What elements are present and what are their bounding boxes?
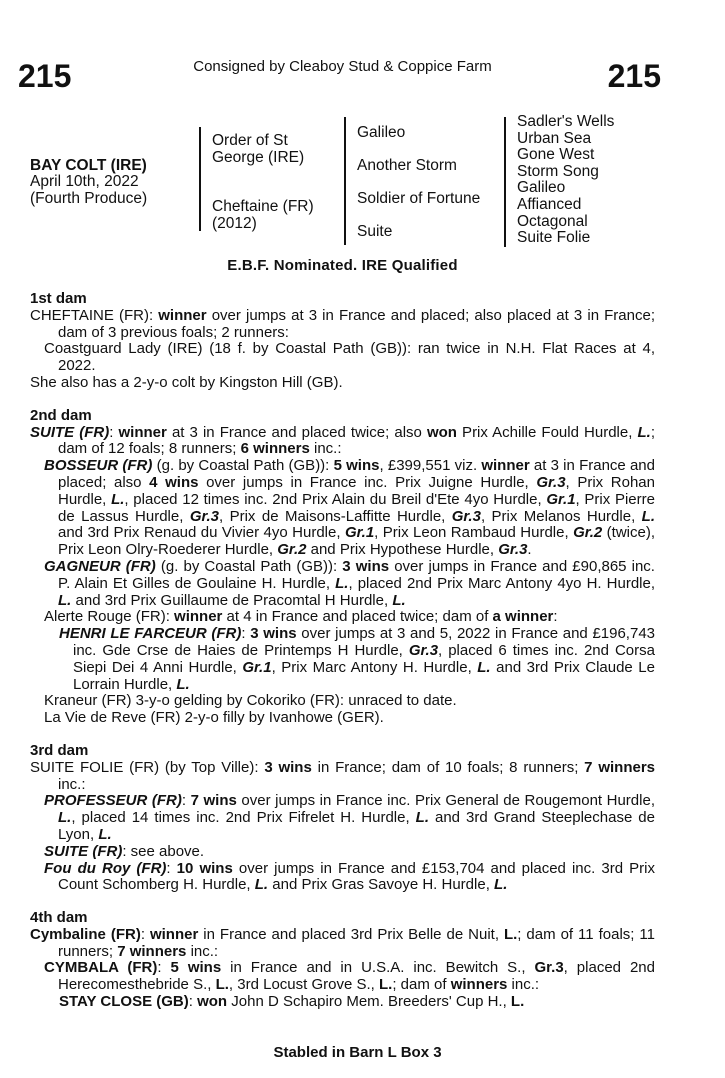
pedigree-gen4-item: Suite Folie xyxy=(517,229,591,247)
pedigree-line-3 xyxy=(504,117,506,247)
catalogue-body xyxy=(30,291,655,1011)
pedigree-dam-dam: Suite xyxy=(357,223,393,240)
pedigree-gen4 xyxy=(517,114,614,247)
pedigree-line-1 xyxy=(199,127,201,231)
horse-name: BAY COLT (IRE) xyxy=(30,157,147,174)
lot-number-left: 215 xyxy=(18,58,72,94)
dam-entry-cheftaine: CHEFTAINE (FR): winner over jumps at 3 in France and placed; also placed at 3 in France; dam of 3 previous foals; 2 runners: xyxy=(30,306,655,341)
produce-entry-henri-le-farceur: HENRI LE FARCEUR (FR): 3 wins over jumps at 3 and 5, 2022 in France and £196,743 inc. Gde Crse de Haies de Printemps H Hurdle, Gr.3, placed 6 times inc. 2nd Corsa Siepi Dei 4 Anni Hurdle, Gr.1, Prix Marc Antony H. Hurdle, L. and 3rd Prix Claude Le Lorrain Hurdle, L. xyxy=(59,625,656,693)
pedigree-dam-sire: Soldier of Fortune xyxy=(357,190,481,207)
foaled-date: April 10th, 2022 xyxy=(30,173,139,190)
dam-entry-cymbaline: Cymbaline (FR): winner in France and placed 3rd Prix Belle de Nuit, L.; dam of 11 foals; 11 runners; 7 winners inc.: xyxy=(30,925,655,960)
pedigree-gen4-item: Storm Song xyxy=(517,162,599,180)
produce-entry-kraneur: Kraneur (FR) 3-y-o gelding by Cokoriko (FR): unraced to date. xyxy=(44,692,457,710)
produce-entry-fou-du-roy: Fou du Roy (FR): 10 wins over jumps in France and £153,704 and placed inc. 3rd Prix Count Schomberg H. Hurdle, L. and Prix Gras Savoye H. Hurdle, L. xyxy=(44,859,655,894)
stabling-info: Stabled in Barn L Box 3 xyxy=(273,1044,442,1061)
produce-entry-alerte-rouge: Alerte Rouge (FR): winner at 4 in France and placed twice; dam of a winner: xyxy=(44,608,558,626)
produce-note: (Fourth Produce) xyxy=(30,190,148,207)
pedigree-gen4-item: Urban Sea xyxy=(517,129,592,147)
section-heading-4th-dam: 4th dam xyxy=(30,909,88,927)
dam-entry-suite-folie: SUITE FOLIE (FR) (by Top Ville): 3 wins in France; dam of 10 foals; 8 runners; 7 winners inc.: xyxy=(30,758,655,793)
pedigree-gen4-item: Gone West xyxy=(517,146,595,164)
produce-entry-professeur: PROFESSEUR (FR): 7 wins over jumps in France inc. Prix General de Rougemont Hurdle, L., placed 14 times inc. 2nd Prix Fifrelet H. Hurdle, L. and 3rd Grand Steeplechase de Lyon, L. xyxy=(44,792,655,843)
section-heading-3rd-dam: 3rd dam xyxy=(30,741,89,759)
qualifications: E.B.F. Nominated. IRE Qualified xyxy=(227,257,458,274)
produce-entry-cymbala: CYMBALA (FR): 5 wins in France and in U.S.A. inc. Bewitch S., Gr.3, placed 2nd Herecomesthebride S., L., 3rd Locust Grove S., L.; dam of winners inc.: xyxy=(44,959,655,994)
produce-entry-suite: SUITE (FR): see above. xyxy=(44,842,205,860)
pedigree-gen4-item: Sadler's Wells xyxy=(517,113,615,130)
produce-entry-la-vie-de-reve: La Vie de Reve (FR) 2-y-o filly by Ivanhowe (GER). xyxy=(44,709,384,727)
pedigree-sire-dam: Another Storm xyxy=(357,157,457,174)
produce-entry-coastguard-lady: Coastguard Lady (IRE) (18 f. by Coastal Path (GB)): ran twice in N.H. Flat Races at 4, 2022. xyxy=(44,340,655,375)
produce-entry-bosseur: BOSSEUR (FR) (g. by Coastal Path (GB)): 5 wins, £399,551 viz. winner at 3 in France and placed; also 4 wins over jumps in France inc. Prix Juigne Hurdle, Gr.3, Prix Rohan Hurdle, L., placed 12 times inc. 2nd Prix Alain du Breil d'Ete 4yo Hurdle, Gr.1, Prix Pierre de Lassus Hurdle, Gr.3, Prix de Maisons-Laffitte Hurdle, Gr.3, Prix Melanos Hurdle, L. and 3rd Prix Renaud du Vivier 4yo Hurdle, Gr.1, Prix Leon Rambaud Hurdle, Gr.2 (twice), Prix Leon Olry-Roederer Hurdle, Gr.2 and Prix Hypothese Hurdle, Gr.3. xyxy=(44,457,656,559)
pedigree-gen4-item: Galileo xyxy=(517,179,566,197)
dam-entry-suite: SUITE (FR): winner at 3 in France and placed twice; also won Prix Achille Fould Hurdle, L.; dam of 12 foals; 8 runners; 6 winners inc.: xyxy=(30,423,655,458)
produce-entry-stay-close: STAY CLOSE (GB): won John D Schapiro Mem. Breeders' Cup H., L. xyxy=(59,993,525,1011)
section-heading-2nd-dam: 2nd dam xyxy=(30,406,92,424)
consignor-line: Consigned by Cleaboy Stud & Coppice Farm xyxy=(193,58,492,75)
section-heading-1st-dam: 1st dam xyxy=(30,290,87,307)
dam-note-2yo-colt: She also has a 2-y-o colt by Kingston Hill (GB). xyxy=(30,373,343,391)
horse-details xyxy=(30,173,147,207)
pedigree-gen4-item: Affianced xyxy=(517,195,582,213)
produce-entry-gagneur: GAGNEUR (FR) (g. by Coastal Path (GB)): 3 wins over jumps in France and £90,865 inc. P. Alain Et Gilles de Goulaine H. Hurdle, L., placed 2nd Prix Marc Antony 4yo H. Hurdle, L. and 3rd Prix Guillaume de Pracomtal H Hurdle, L. xyxy=(44,557,655,609)
pedigree-line-2 xyxy=(344,117,346,245)
pedigree-sire-sire: Galileo xyxy=(357,124,406,141)
pedigree-dam: Cheftaine (FR) (2012) xyxy=(212,198,314,232)
pedigree-sire: Order of St George (IRE) xyxy=(212,132,305,166)
pedigree-gen4-item: Octagonal xyxy=(517,212,588,230)
lot-number-right: 215 xyxy=(607,58,661,94)
